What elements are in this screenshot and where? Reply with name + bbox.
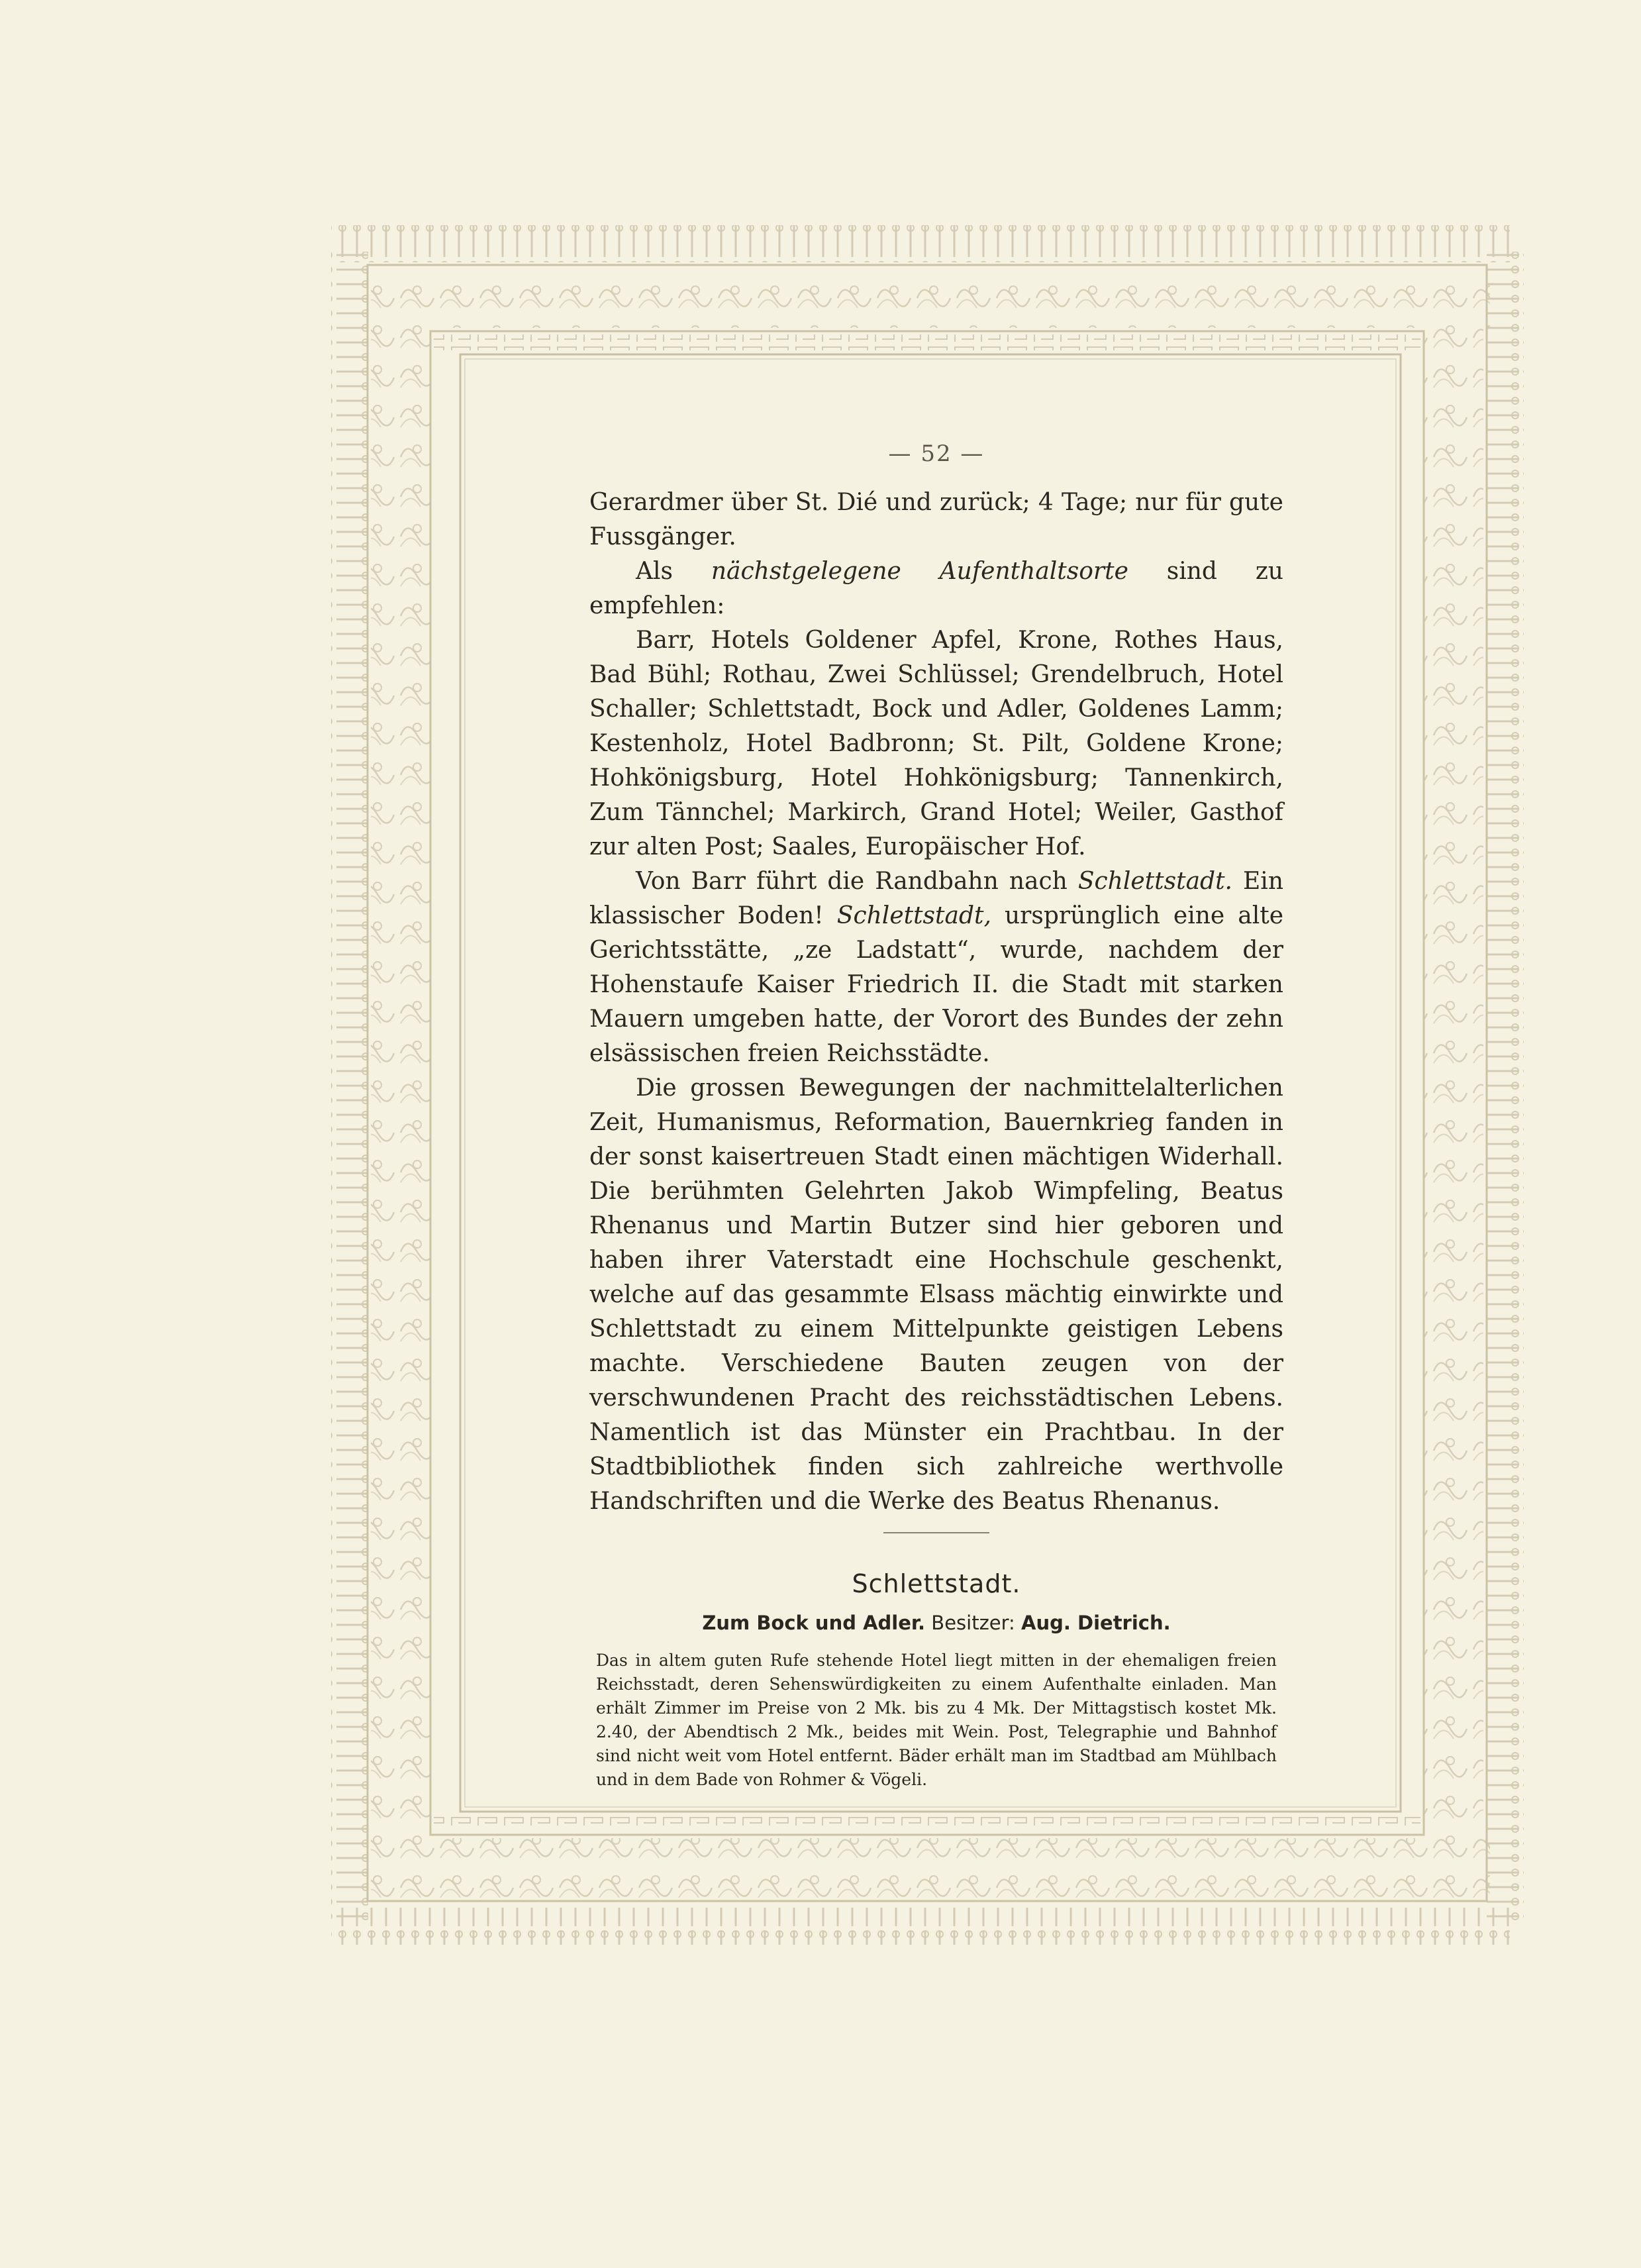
owner-name: Aug. Dietrich.	[1021, 1612, 1171, 1634]
owner-label: Besitzer:	[931, 1612, 1015, 1634]
emphasis: Schlettstadt.	[1077, 868, 1232, 895]
paragraph-5: Die grossen Bewegungen der nachmittelalterlichen Zeit, Humanismus, Reformation, Bauernkrieg fanden in der sonst kaisertreuen Stadt einen mächtigen Widerhall. Die berühmten Gelehrten Jakob Wimpfeling, Beatus Rhenanus und Martin Butzer sind hier geboren und haben ihrer Vaterstadt eine Hochschule geschenkt, welche auf das gesammte Elsass mächtig einwirkte und Schlettstadt zu einem Mittelpunkte geistigen Lebens machte. Verschiedene Bauten zeugen von der verschwundenen Pracht des reichsstädtischen Lebens. Namentlich ist das Münster ein Prachtbau. In der Stadtbibliothek finden sich zahlreiche werthvolle Handschriften und die Werke des Beatus Rhenanus.	[589, 1074, 1283, 1515]
page-content	[589, 440, 1283, 1792]
main-text	[589, 486, 1283, 1519]
page-number: — 52 —	[888, 440, 985, 467]
advert-title: Schlettstadt.	[852, 1569, 1021, 1598]
advert-description: Das in altem guten Rufe stehende Hotel liegt mitten in der ehemaligen freien Reichsstadt, deren Sehenswürdigkeiten zu einem Aufenthalte einladen. Man erhält Zimmer im Preise von 2 Mk. bis zu 4 Mk. Der Mittagstisch kostet Mk. 2.40, der Abendtisch 2 Mk., beides mit Wein. Post, Telegraphie und Bahnhof sind nicht weit vom Hotel entfernt. Bäder erhält man im Stadtbad am Mühlbach und in dem Bade von Rohmer & Vögeli.	[596, 1651, 1277, 1789]
paragraph-2: Als nächstgelegene Aufenthaltsorte sind zu empfehlen:	[589, 558, 1283, 619]
hotel-line	[589, 1612, 1283, 1634]
section-divider	[883, 1532, 989, 1533]
emphasis: nächstgelegene Aufenthaltsorte	[711, 558, 1128, 585]
paragraph-1: Gerardmer über St. Dié und zurück; 4 Tage; nur für gute Fussgänger.	[589, 489, 1283, 550]
hotel-name: Zum Bock und Adler.	[702, 1612, 926, 1634]
emphasis: Schlettstadt,	[836, 902, 991, 929]
paragraph-3: Barr, Hotels Goldener Apfel, Krone, Rothes Haus, Bad Bühl; Rothau, Zwei Schlüssel; Grendelbruch, Hotel Schaller; Schlettstadt, Bock und Adler, Goldenes Lamm; Kestenholz, Hotel Badbronn; St. Pilt, Goldene Krone; Hohkönigsburg, Hotel Hohkönigsburg; Tannenkirch, Zum Tännchel; Markirch, Grand Hotel; Weiler, Gasthof zur alten Post; Saales, Europäischer Hof.	[589, 627, 1283, 860]
paragraph-4: Von Barr führt die Randbahn nach Schlettstadt. Ein klassischer Boden! Schlettstadt, ursprünglich eine alte Gerichtsstätte, „ze Ladstatt“, wurde, nachdem der Hohenstaufe Kaiser Friedrich II. die Stadt mit starken Mauern umgeben hatte, der Vorort des Bundes der zehn elsässischen freien Reichsstädte.	[589, 868, 1283, 1067]
